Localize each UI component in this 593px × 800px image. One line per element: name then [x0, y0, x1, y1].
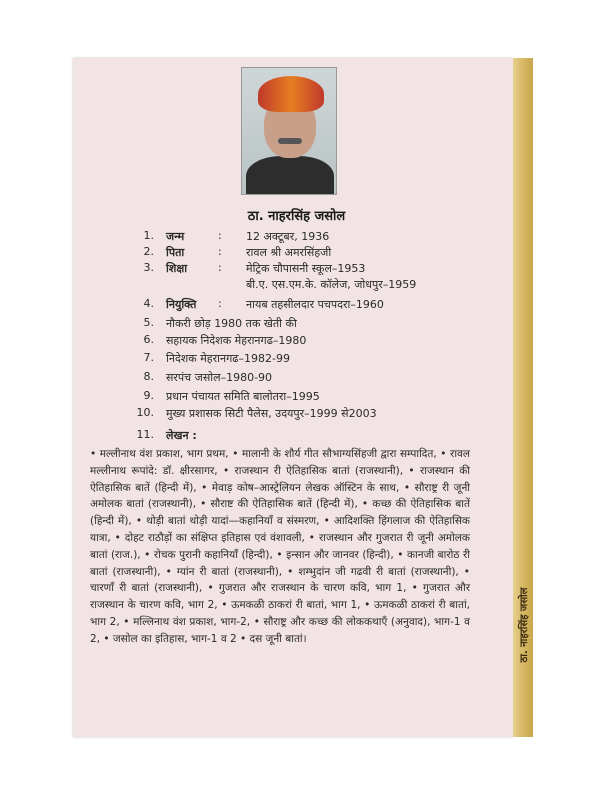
photo-mustache	[278, 138, 302, 144]
detail-value: निदेशक मेहरानगढ–1982-99	[166, 352, 290, 365]
detail-value: मेट्रिक चौपासनी स्कूल–1953	[246, 262, 366, 275]
detail-label: लेखन :	[166, 429, 197, 442]
detail-label: जन्म	[166, 230, 185, 243]
spine-title: ठा. नाहरसिंह जसोल	[519, 587, 530, 663]
detail-value: नौकरी छोड़ 1980 तक खेती की	[166, 317, 297, 330]
detail-number: 3.	[143, 261, 154, 274]
detail-number: 11.	[136, 428, 154, 441]
detail-value: रावल श्री अमरसिंहजी	[246, 246, 332, 259]
detail-value: मुख्य प्रशासक सिटी पैलेस, उदयपुर–1999 से2003	[166, 407, 377, 420]
detail-number: 10.	[136, 406, 154, 419]
detail-colon: :	[218, 297, 222, 310]
detail-label: पिता	[166, 246, 185, 259]
detail-number: 7.	[143, 351, 154, 364]
photo-coat	[246, 156, 334, 195]
detail-value: नायब तहसीलदार पचपदरा–1960	[246, 298, 384, 311]
author-name: ठा. नाहरसिंह जसोल	[247, 209, 346, 224]
detail-number: 1.	[143, 229, 154, 242]
detail-number: 5.	[143, 316, 154, 329]
detail-number: 8.	[143, 370, 154, 383]
detail-number: 9.	[143, 389, 154, 402]
detail-colon: :	[218, 261, 222, 274]
detail-label: शिक्षा	[166, 262, 188, 275]
works-list: • मल्लीनाथ वंश प्रकाश, भाग प्रथम, • मालानी के शौर्य गीत सौभाग्यसिंहजी द्वारा सम्पादित, • रावल मल्लीनाथ रूपांदे: डॉ. क्षीरसागर, • राजस्थान री ऐतिहासिक बातां (राजस्थानी), • राजस्थान की ऐतिहासिक बातें (हिन्दी में), • मेवाड़ कोष–आस्ट्रेलियन लेखक ऑस्टिन के साथ, • सौराष्ट्र री जूनी अमोलक बातां (राजस्थानी), • सौराष्ट की ऐतिहासिक बातें (हिन्दी में), • कच्छ की ऐतिहासिक बातें (हिन्दी में), • थोड़ी बातां थोड़ी यादां—कहानियाँ व संस्मरण, • आदिशक्ति हिंगलाज की ऐतिहासिक यात्रा, • दोहट राठौड़ों का संक्षिप्त इतिहास एवं वंशावली, • राजस्थान और गुजरात री जूनी अमोलक बातां (राज.), • रोचक पुरानी कहानियाँ (हिन्दी), • इन्सान और जानवर (हिन्दी), • कानजी बारोठ री बातां (राजस्थानी), • ग्यांन री बातां (राजस्थानी), • शम्भुदांन जी गढवी री बातां (राजस्थानी), • चारणाँ री बातां (राजस्थानी), • गुजरात और राजस्थान के चारण कवि, भाग 1, • गुजरात और राजस्थान के चारण कवि, भाग 2, • ऊमकळी ठाकरां री बातां, भाग 1, • ऊमकळी ठाकरां री बातां, भाग 2, • मल्लिनाथ वंश प्रकाश, भाग-2, • सौराष्ट्र और कच्छ की लोककथाएँ (अनुवाद), भाग-1 व 2, • जसोल का इतिहास, भाग-1 व 2 • दस जूनी बातां।	[90, 448, 470, 645]
detail-colon: :	[218, 229, 222, 242]
author-photo	[241, 67, 337, 195]
detail-number: 2.	[143, 245, 154, 258]
detail-number: 6.	[143, 333, 154, 346]
detail-value: प्रधान पंचायत समिति बालोतरा–1995	[166, 390, 320, 403]
detail-colon: :	[218, 245, 222, 258]
detail-value: सहायक निदेशक मेहरानगढ–1980	[166, 334, 307, 347]
detail-number: 4.	[143, 297, 154, 310]
photo-turban	[258, 76, 324, 112]
detail-value: सरपंच जसोल–1980-90	[166, 371, 273, 384]
detail-value: 12 अक्टूबर, 1936	[246, 230, 330, 243]
detail-value: बी.ए. एस.एम.के. कॉलेज, जोधपुर–1959	[246, 278, 417, 291]
detail-label: नियुक्ति	[166, 298, 197, 311]
